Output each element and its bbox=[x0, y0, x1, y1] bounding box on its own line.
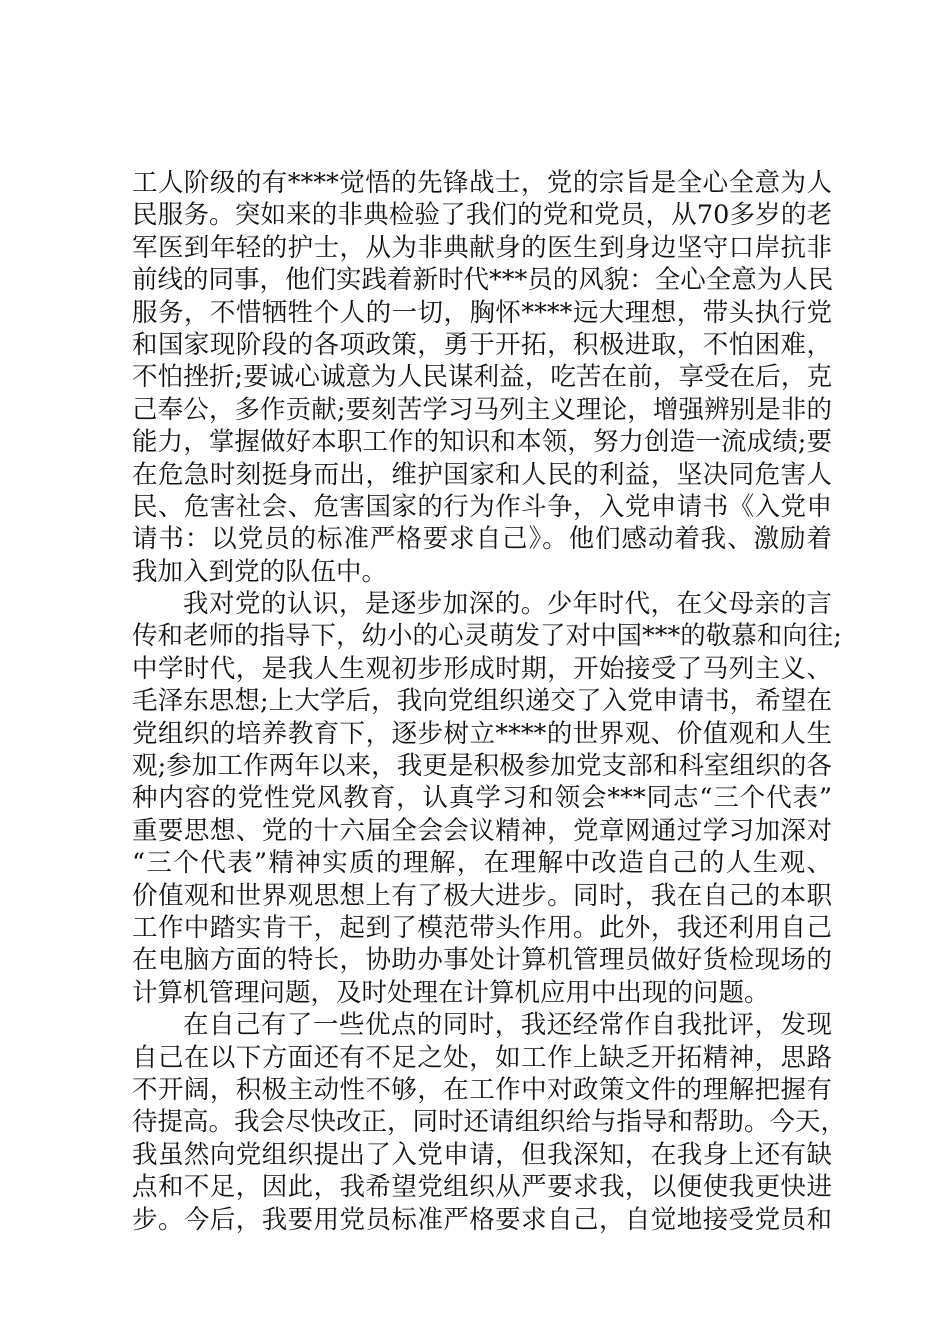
text-line: 己奉公，多作贡献;要刻苦学习马列主义理论，增强辨别是非的 bbox=[132, 394, 832, 425]
text-line: 传和老师的指导下，幼小的心灵萌发了对中国***的敬慕和向往; bbox=[132, 621, 842, 652]
text-line: 观;参加工作两年以来，我更是积极参加党支部和科室组织的各 bbox=[132, 751, 832, 782]
text-line: 民服务。突如来的非典检验了我们的党和党员，从70多岁的老 bbox=[132, 200, 832, 231]
text-line: 点和不足，因此，我希望党组织从严要求我，以便使我更快进 bbox=[132, 1172, 832, 1203]
text-line: 工人阶级的有****觉悟的先锋战士，党的宗旨是全心全意为人 bbox=[132, 168, 832, 198]
text-line: 毛泽东思想;上大学后，我向党组织递交了入党申请书，希望在 bbox=[132, 686, 832, 717]
text-line: 民、危害社会、危害国家的行为作斗争，入党申请书《入党申 bbox=[132, 491, 832, 522]
text-line: 和国家现阶段的各项政策，勇于开拓，积极进取，不怕困难， bbox=[132, 329, 832, 360]
text-line: 在自己有了一些优点的同时，我还经常作自我批评，发现 bbox=[183, 1010, 832, 1041]
paragraph-2 bbox=[132, 588, 842, 1009]
text-line: 服务，不惜牺牲个人的一切，胸怀****远大理想，带头执行党 bbox=[132, 297, 832, 328]
body-text bbox=[132, 167, 847, 1236]
text-line: 能力，掌握做好本职工作的知识和本领，努力创造一流成绩;要 bbox=[132, 427, 832, 458]
text-line: 我加入到党的队伍中。 bbox=[132, 556, 388, 587]
text-line: 前线的同事，他们实践着新时代***员的风貌：全心全意为人民 bbox=[132, 265, 834, 296]
text-line: 我对党的认识，是逐步加深的。少年时代，在父母亲的言 bbox=[183, 589, 832, 620]
text-line: 自己在以下方面还有不足之处，如工作上缺乏开拓精神，思路 bbox=[132, 1042, 832, 1073]
paragraph-1 bbox=[132, 167, 832, 588]
paragraph-3 bbox=[132, 1009, 847, 1236]
text-line: 中学时代，是我人生观初步形成时期，开始接受了马列主义、 bbox=[132, 653, 832, 684]
text-line: 待提高。我会尽快改正，同时还请组织给与指导和帮助。今天， bbox=[132, 1107, 847, 1138]
text-line: 工作中踏实肯干，起到了模范带头作用。此外，我还利用自己 bbox=[132, 912, 832, 943]
text-line: 党组织的培养教育下，逐步树立****的世界观、价值观和人生 bbox=[132, 718, 832, 749]
text-line: “三个代表”精神实质的理解，在理解中改造自己的人生观、 bbox=[132, 848, 832, 879]
text-line: 在电脑方面的特长，协助办事处计算机管理员做好货检现场的 bbox=[132, 945, 832, 976]
text-line: 种内容的党性党风教育，认真学习和领会***同志“三个代表” bbox=[132, 783, 832, 814]
text-line: 在危急时刻挺身而出，维护国家和人民的利益，坚决同危害人 bbox=[132, 459, 832, 490]
text-line: 计算机管理问题，及时处理在计算机应用中出现的问题。 bbox=[132, 977, 770, 1008]
text-line: 我虽然向党组织提出了入党申请，但我深知，在我身上还有缺 bbox=[132, 1139, 832, 1170]
text-line: 请书：以党员的标准严格要求自己》。他们感动着我、激励着 bbox=[132, 524, 832, 555]
text-line: 不开阔，积极主动性不够，在工作中对政策文件的理解把握有 bbox=[132, 1074, 832, 1105]
text-line: 步。今后，我要用党员标准严格要求自己，自觉地接受党员和 bbox=[132, 1204, 832, 1235]
text-line: 价值观和世界观思想上有了极大进步。同时，我在自己的本职 bbox=[132, 880, 832, 911]
text-line: 不怕挫折;要诚心诚意为人民谋利益，吃苦在前，享受在后，克 bbox=[132, 362, 832, 393]
text-line: 军医到年轻的护士，从为非典献身的医生到身边坚守口岸抗非 bbox=[132, 232, 832, 263]
text-line: 重要思想、党的十六届全会会议精神，党章网通过学习加深对 bbox=[132, 815, 832, 846]
